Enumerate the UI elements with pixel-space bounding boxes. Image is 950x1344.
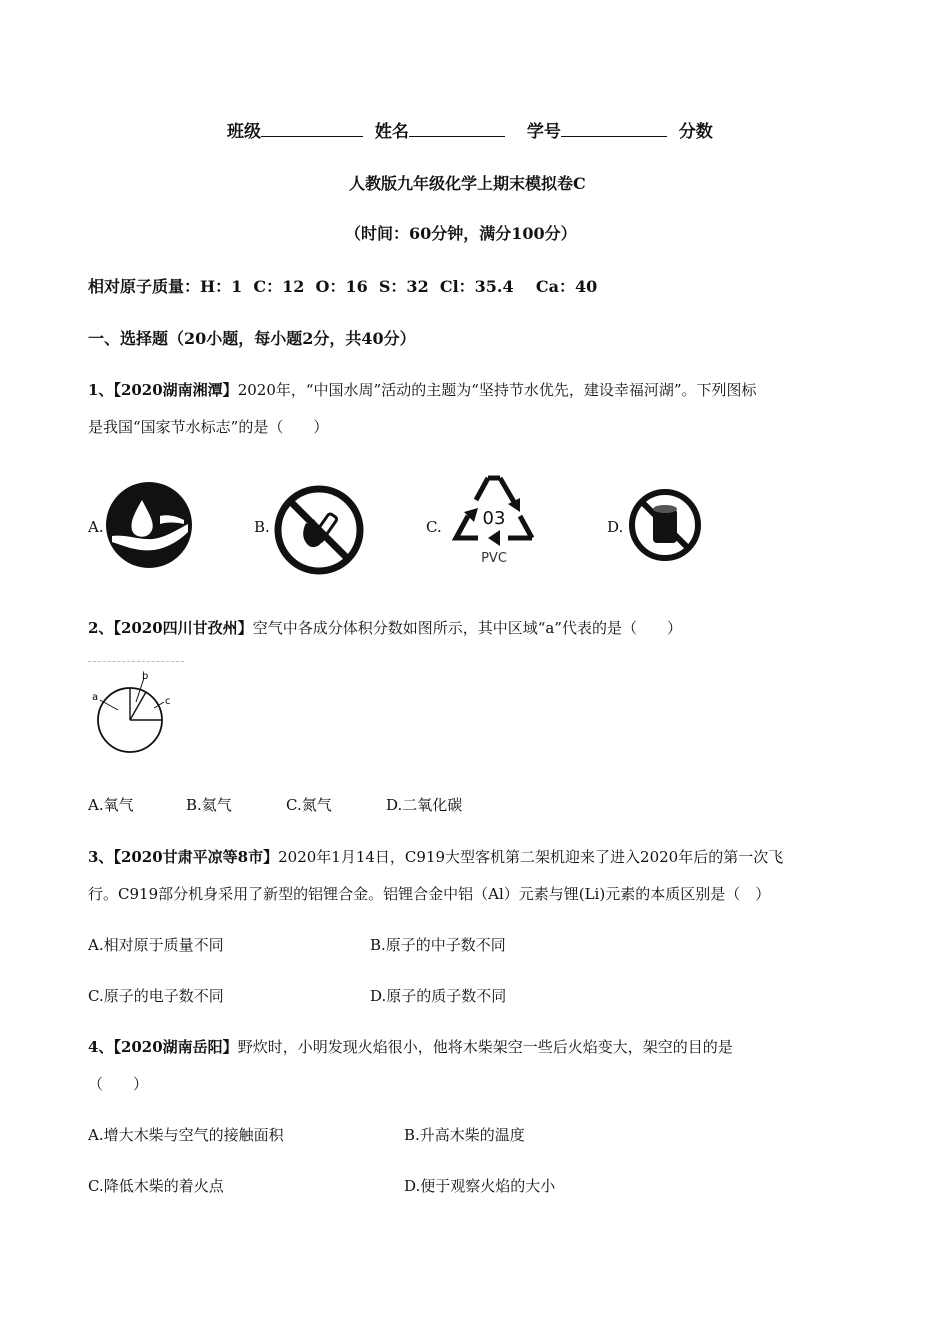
recycle-pvc-icon[interactable] (448, 472, 540, 570)
q1-option-b-label[interactable]: B. (254, 518, 270, 536)
time-info: （时间：60分钟，满分100分） (345, 224, 577, 243)
score-label: 分数 (678, 122, 713, 142)
q4-option-d[interactable]: D.便于观察火焰的大小 (404, 1177, 556, 1195)
pie-label-a: a (92, 692, 99, 703)
q1-option-a-label[interactable]: A. (88, 518, 104, 536)
question-3-line2: 行。C919部分机身采用了新型的铝锂合金。铝锂合金中铝（Al）元素与锂(Li)元素的本质区别是（ ） (88, 885, 771, 903)
no-littering-icon[interactable] (627, 487, 703, 563)
q4-option-c[interactable]: C.降低木柴的着火点 (88, 1177, 224, 1195)
q4-option-a[interactable]: A.增大木柴与空气的接触面积 (88, 1126, 284, 1144)
q3-option-a[interactable]: A.相对原于质量不同 (88, 936, 224, 954)
q3-option-b[interactable]: B.原子的中子数不同 (370, 936, 506, 954)
q4-source: 【2020湖南岳阳】 (113, 1038, 238, 1056)
recycle-code: 03 (482, 508, 506, 529)
q3-option-d[interactable]: D.原子的质子数不同 (370, 987, 507, 1005)
question-2-line (88, 617, 682, 638)
student-info-line (227, 117, 713, 142)
class-label: 班级 (227, 122, 261, 142)
q2-option-d[interactable]: D.二氧化碳 (386, 796, 463, 814)
q2-text: 空气中各成分体积分数如图所示，其中区域“a”代表的是（ ） (252, 619, 682, 637)
q2-option-c[interactable]: C.氮气 (286, 796, 332, 814)
q4-option-b[interactable]: B.升高木柴的温度 (404, 1126, 525, 1144)
q3-number: 3、 (88, 848, 114, 866)
question-1-line1 (88, 379, 757, 400)
q4-text: 野炊时，小明发现火焰很小，他将木柴架空一些后火焰变大，架空的目的是 (237, 1038, 733, 1056)
page-title: 人教版九年级化学上期末模拟卷C (349, 174, 586, 193)
id-label: 学号 (526, 122, 561, 142)
atomic-mass-line: 相对原子质量：H：1 C：12 O：16 S：32 Cl：35.4 Ca：40 (88, 277, 598, 296)
divider-line (88, 661, 184, 662)
pie-label-b: b (142, 671, 149, 682)
q3-option-c[interactable]: C.原子的电子数不同 (88, 987, 224, 1005)
section-heading: 一、选择题（20小题，每小题2分，共40分） (88, 329, 416, 348)
q2-number: 2、 (88, 619, 114, 637)
air-composition-pie-chart (88, 670, 188, 760)
id-blank[interactable] (561, 118, 667, 137)
class-blank[interactable] (261, 118, 363, 137)
q3-source: 【2020甘肃平凉等8市】 (113, 848, 279, 866)
pie-label-c: c (165, 696, 171, 707)
no-smoking-fire-icon[interactable] (272, 483, 366, 577)
question-4-line1 (88, 1036, 733, 1057)
q1-text: 2020年，“中国水周”活动的主题为“坚持节水优先，建设幸福河湖”。下列图标 (237, 381, 757, 399)
question-4-line2: （ ） (88, 1075, 149, 1093)
q3-text: 2020年1月14日，C919大型客机第二架机迎来了进入2020年后的第一次飞 (278, 848, 784, 866)
q1-source: 【2020湖南湘潭】 (113, 381, 238, 399)
recycle-label: PVC (481, 551, 507, 566)
water-saving-icon[interactable] (104, 480, 194, 570)
question-1-line2: 是我国“国家节水标志”的是（ ） (88, 418, 329, 436)
name-label: 姓名 (374, 122, 409, 142)
q2-option-b[interactable]: B.氦气 (186, 796, 232, 814)
question-3-line1 (88, 846, 783, 867)
q1-option-c-label[interactable]: C. (426, 518, 442, 536)
q1-option-d-label[interactable]: D. (607, 518, 624, 536)
q2-option-a[interactable]: A.氧气 (88, 796, 134, 814)
q1-number: 1、 (88, 381, 114, 399)
q2-source: 【2020四川甘孜州】 (113, 619, 253, 637)
name-blank[interactable] (409, 118, 505, 137)
q4-number: 4、 (88, 1038, 114, 1056)
